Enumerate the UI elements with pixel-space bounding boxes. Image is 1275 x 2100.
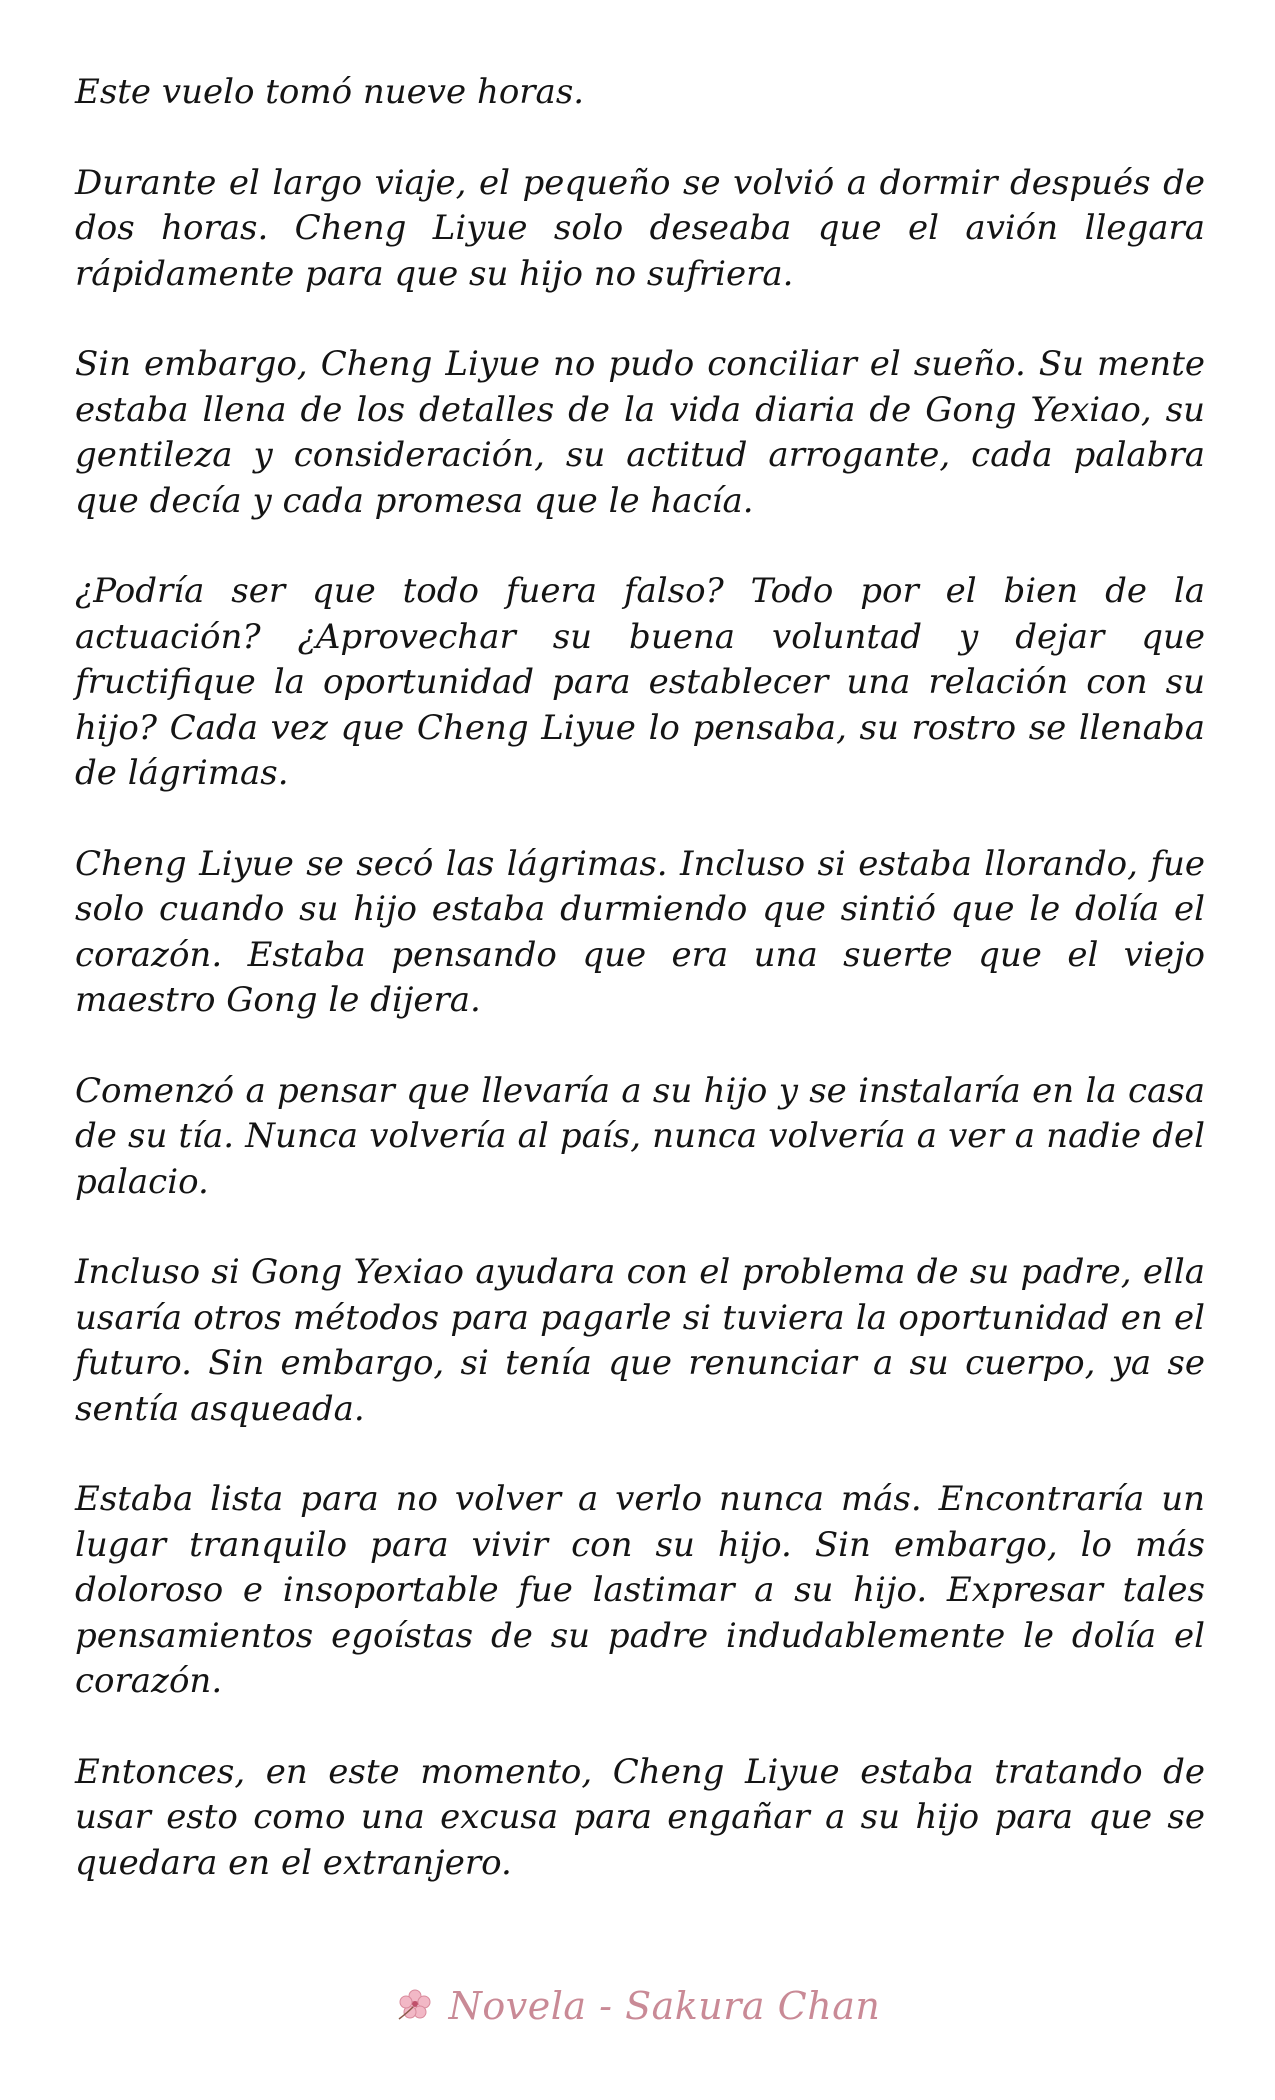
watermark: [0, 1984, 1275, 2028]
paragraph-9: Entonces, en este momento, Cheng Liyue estaba tratando de usar esto como una excusa para engañar a su hijo para que se quedara en el extranjero.: [75, 1751, 1205, 1883]
paragraph-7: Incluso si Gong Yexiao ayudara con el problema de su padre, ella usaría otros métodos para pagarle si tuviera la oportunidad en el futuro. Sin embargo, si tenía que renunciar a su cuerpo, ya se sentía asqueada.: [75, 1252, 1205, 1429]
paragraph-3: Sin embargo, Cheng Liyue no pudo conciliar el sueño. Su mente estaba llena de los detalles de la vida diaria de Gong Yexiao, su gentileza y consideración, su actitud arrogante, cada palabra que decía y cada promesa que le hacía.: [75, 344, 1205, 521]
document-body: [75, 70, 1205, 1931]
paragraph-2: Durante el largo viaje, el pequeño se volvió a dormir después de dos horas. Cheng Liyue solo deseaba que el avión llegara rápidamente para que su hijo no sufriera.: [75, 162, 1205, 294]
paragraph-6: Comenzó a pensar que llevaría a su hijo y se instalaría en la casa de su tía. Nunca volvería al país, nunca volvería a ver a nadie del palacio.: [75, 1070, 1205, 1202]
paragraph-4: ¿Podría ser que todo fuera falso? Todo por el bien de la actuación? ¿Aprovechar su buena voluntad y dejar que fructifique la oportunidad para establecer una relación con su hijo? Cada vez que Cheng Liyue lo pensaba, su rostro se llenaba de lágrimas.: [75, 571, 1205, 793]
paragraph-1: Este vuelo tomó nueve horas.: [75, 72, 585, 112]
sakura-flower-icon: [395, 1987, 435, 2026]
watermark-text: Novela - Sakura Chan: [448, 1984, 881, 2028]
paragraph-5: Cheng Liyue se secó las lágrimas. Incluso si estaba llorando, fue solo cuando su hijo estaba durmiendo que sintió que le dolía el corazón. Estaba pensando que era una suerte que el viejo maestro Gong le dijera.: [75, 843, 1205, 1020]
paragraph-8: Estaba lista para no volver a verlo nunca más. Encontraría un lugar tranquilo para vivir con su hijo. Sin embargo, lo más doloroso e insoportable fue lastimar a su hijo. Expresar tales pensamientos egoístas de su padre indudablemente le dolía el corazón.: [75, 1479, 1205, 1701]
